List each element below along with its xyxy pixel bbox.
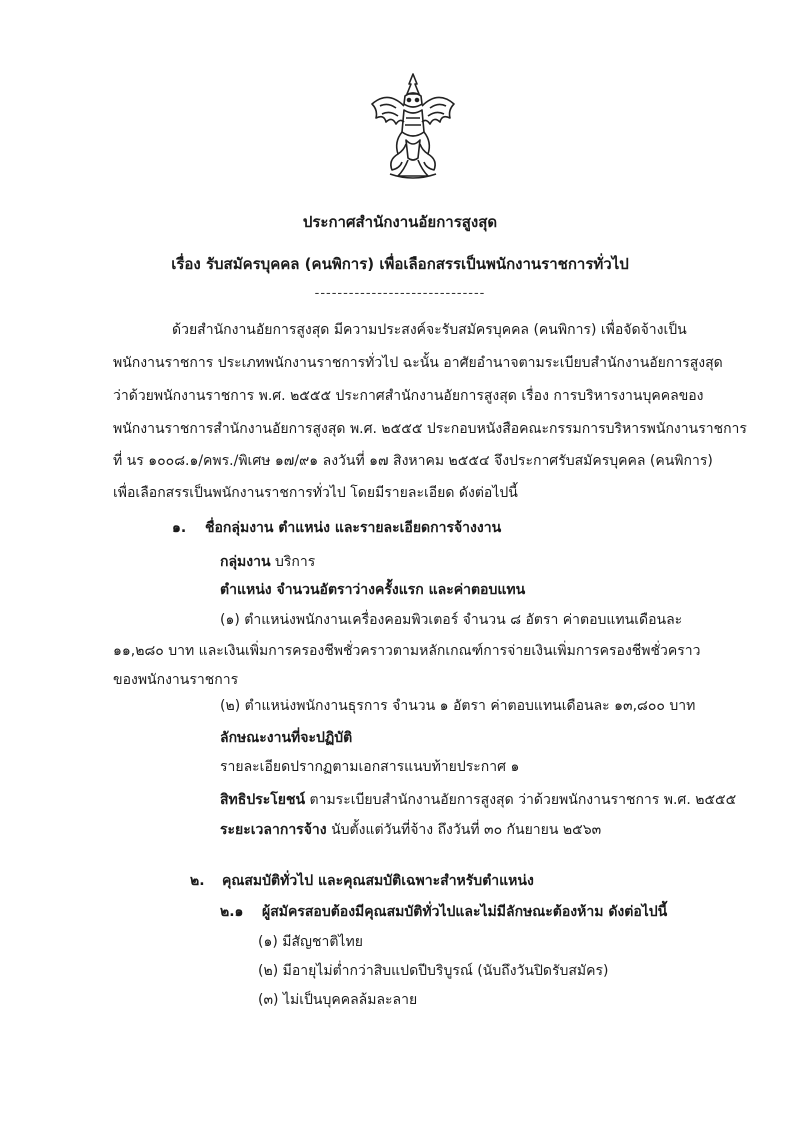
intro-line: พนักงานราชการสำนักงานอัยการสูงสุด พ.ศ. ๒๕๕๕ ประกอบหนังสือคณะกรรมการบริหารพนักงานราชการ xyxy=(113,421,747,437)
employment-period-label: ระยะเวลาการจ้าง xyxy=(220,822,327,838)
benefits xyxy=(220,790,736,810)
garuda-emblem-icon xyxy=(368,70,458,182)
intro-line: ว่าด้วยพนักงานราชการ พ.ศ. ๒๕๕๕ ประกาศสำนักงานอัยการสูงสุด เรื่อง การบริหารงานบุคคลของ xyxy=(113,388,704,404)
intro-line: ด้วยสำนักงานอัยการสูงสุด มีความประสงค์จะรับสมัครบุคคล (คนพิการ) เพื่อจัดจ้างเป็น xyxy=(172,322,687,338)
title-separator: ------------------------------ xyxy=(314,286,486,301)
section2-number: ๒. xyxy=(190,873,205,889)
qualification-item: (๒) มีอายุไม่ต่ำกว่าสิบแปดปีบริบูรณ์ (นับถึงวันปิดรับสมัคร) xyxy=(258,963,609,979)
section2-1-number: ๒.๑ xyxy=(220,904,244,920)
section2-1-heading: ผู้สมัครสอบต้องมีคุณสมบัติทั่วไปและไม่มีลักษณะต้องห้าม ดังต่อไปนี้ xyxy=(262,904,668,920)
position-1-line: ของพนักงานราชการ xyxy=(113,672,239,688)
work-group xyxy=(220,552,315,572)
benefits-value: ตามระเบียบสำนักงานอัยการสูงสุด ว่าด้วยพนักงานราชการ พ.ศ. ๒๕๕๕ xyxy=(309,792,737,808)
document-title: ประกาศสำนักงานอัยการสูงสุด xyxy=(302,213,498,231)
section1-number: ๑. xyxy=(172,520,187,536)
position-1-line: ๑๑,๒๘๐ บาท และเงินเพิ่มการครองชีพชั่วคราวตามหลักเกณฑ์การจ่ายเงินเพิ่มการครองชีพชั่วคราว xyxy=(113,643,701,659)
section2-heading: คุณสมบัติทั่วไป และคุณสมบัติเฉพาะสำหรับตำแหน่ง xyxy=(222,873,534,889)
position-2-line: (๒) ตำแหน่งพนักงานธุรการ จำนวน ๑ อัตรา ค่าตอบแทนเดือนละ ๑๓,๘๐๐ บาท xyxy=(220,698,696,714)
section1-heading: ชื่อกลุ่มงาน ตำแหน่ง และรายละเอียดการจ้างงาน xyxy=(205,520,502,536)
work-group-label: กลุ่มงาน xyxy=(220,554,271,570)
intro-line: เพื่อเลือกสรรเป็นพนักงานราชการทั่วไป โดยมีรายละเอียด ดังต่อไปนี้ xyxy=(113,485,518,501)
work-characteristics-heading: ลักษณะงานที่จะปฏิบัติ xyxy=(220,730,353,746)
employment-period-value: นับตั้งแต่วันที่จ้าง ถึงวันที่ ๓๐ กันยายน ๒๕๖๓ xyxy=(331,822,602,838)
employment-period xyxy=(220,820,601,840)
qualification-item: (๓) ไม่เป็นบุคคลล้มละลาย xyxy=(258,992,418,1008)
qualification-item: (๑) มีสัญชาติไทย xyxy=(258,934,363,950)
intro-line: พนักงานราชการ ประเภทพนักงานราชการทั่วไป ฉะนั้น อาศัยอำนาจตามระเบียบสำนักงานอัยการสูงสุด xyxy=(113,355,723,371)
intro-line: ที่ นร ๑๐๐๘.๑/คพร./พิเศษ ๑๗/๙๑ ลงวันที่ ๑๗ สิงหาคม ๒๕๕๔ จึงประกาศรับสมัครบุคคล (คนพิการ) xyxy=(113,453,713,469)
work-group-value: บริการ xyxy=(275,554,316,570)
position-1-line: (๑) ตำแหน่งพนักงานเครื่องคอมพิวเตอร์ จำนวน ๘ อัตรา ค่าตอบแทนเดือนละ xyxy=(220,612,683,628)
document-subject: เรื่อง รับสมัครบุคคล (คนพิการ) เพื่อเลือกสรรเป็นพนักงานราชการทั่วไป xyxy=(171,255,629,273)
position-heading: ตำแหน่ง จำนวนอัตราว่างครั้งแรก และค่าตอบแทน xyxy=(220,582,526,598)
work-characteristics-detail: รายละเอียดปรากฏตามเอกสารแนบท้ายประกาศ ๑ xyxy=(220,759,520,775)
benefits-label: สิทธิประโยชน์ xyxy=(220,792,306,808)
